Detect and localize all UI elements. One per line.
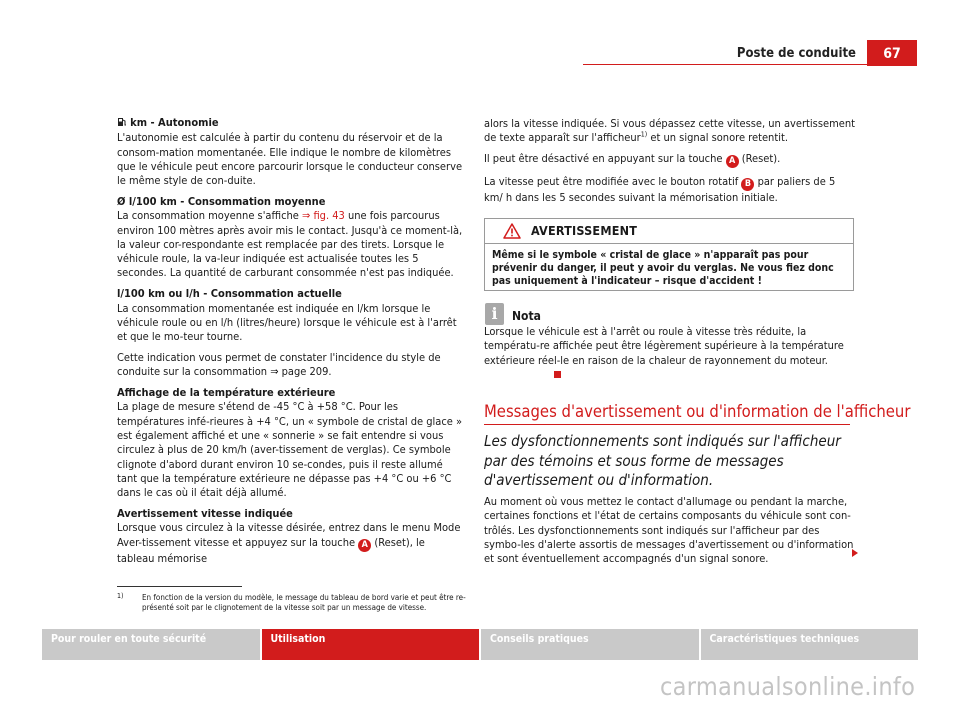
autonomie-text: L'autonomie est calculée à partir du contenu du réservoir et de la consom-mation momentanée. Elle indique le nombre de kilomètres que le véhicule peut encore parcourir lorsque le conducteur conserve le même style de con-duite. [117, 131, 463, 188]
key-b-badge: B [741, 178, 754, 191]
reset-paragraph: Il peut être désactivé en appuyant sur la touche A (Reset). [484, 152, 781, 167]
warning-header [485, 219, 853, 244]
autonomie-heading: km - Autonomie [130, 116, 219, 129]
temperature-heading: Affichage de la température extérieure [117, 386, 336, 400]
footer-nav [42, 629, 918, 660]
section-rule [484, 424, 850, 425]
section-lead: Les dysfonctionnements sont indiqués sur l'afficheur par des témoins et sous forme de messages d'avertissement ou d'information. [484, 432, 841, 489]
header-rule [583, 64, 867, 65]
section-end-marker [554, 371, 561, 378]
vitesse-paragraph: Lorsque vous circulez à la vitesse désirée, entrez dans le menu Mode Aver-tissement vitesse et appuyez sur la touche A (Reset), le tableau mémorise [117, 521, 461, 565]
vitesse-continued: alors la vitesse indiquée. Si vous dépassez cette vitesse, un avertissement de texte apparaît sur l'afficheur$^{1)}$ et un signal sonore retentit. [484, 117, 855, 145]
fuel-pump-icon [117, 117, 127, 131]
page-header-title: Poste de conduite [736, 46, 856, 61]
warning-triangle-icon [503, 223, 521, 239]
footnote-text: En fonction de la version du modèle, le message du tableau de bord varie et peut être re-présenté soit par le clignotement de la vitesse soit par un message de vitesse. [142, 593, 466, 612]
conso-actuelle-heading: l/100 km ou l/h - Consommation actuelle [117, 287, 342, 301]
temperature-text: La plage de mesure s'étend de -45 °C à +58 °C. Pour les températures infé-rieures à +4 °C, un « symbole de cristal de glace » est également affiché et une « sonnerie » se fait entendre si vous circulez à plus de 20 km/h (aver-tissement de verglas). Ce symbole clignote d'abord durant environ 10 se-condes, puis il reste allumé tant que la température extérieure ne dépasse pas +4 °C ou +6 °C dans le cas où il était déjà allumé. [117, 400, 463, 500]
key-a-badge: A [726, 155, 739, 168]
conso-moyenne-paragraph: La consommation moyenne s'affiche ⇒ fig. 43 une fois parcourus environ 100 mètres après avoir mis le contact. Jusqu'à ce moment-là, la valeur cor-respondante est remplacée par des tirets. Lorsque le véhicule roule, la va-leur indiquée est actualisée toutes les 5 secondes. La quantité de carburant consommée n'est pas indiquée. [117, 209, 463, 280]
note-title: Nota [512, 309, 541, 323]
vitesse-heading: Avertissement vitesse indiquée [117, 506, 293, 520]
note-text: Lorsque le véhicule est à l'arrêt ou roule à vitesse très réduite, la températu-re affichée peut être légèrement supérieure à la température extérieure réel-le en raison de la chaleur de rayonnement du moteur. [484, 325, 852, 382]
watermark: carmanualsonline.info [660, 672, 916, 701]
tab-caracteristiques[interactable]: Caractéristiques techniques [701, 629, 919, 660]
section-body: Au moment où vous mettez le contact d'allumage ou pendant la marche, certaines fonctions et l'état de certains composants du véhicule sont con-trôlés. Les dysfonctionnements sont indiqués sur l'afficheur par des symbo-les d'alerte assortis de messages d'avertissement ou d'information et sont éventuellement accompagnés d'un signal sonore. [484, 495, 854, 566]
info-icon: i [485, 303, 504, 325]
tab-conseils[interactable]: Conseils pratiques [481, 629, 699, 660]
tab-securite[interactable]: Pour rouler en toute sécurité [42, 629, 260, 660]
conso-actuelle-text-2: Cette indication vous permet de constater l'incidence du style de conduite sur la consommation ⇒ page 209. [117, 350, 441, 379]
footnote-ref: 1) [640, 130, 648, 139]
footnote-number: 1) [117, 592, 124, 600]
page-number: 67 [867, 40, 917, 66]
continue-arrow-icon [852, 549, 858, 557]
rotary-paragraph: La vitesse peut être modifiée avec le bouton rotatif B par paliers de 5 km/ h dans les 5 secondes suivant la mémorisation initiale. [484, 174, 836, 204]
fig-43-link[interactable]: ⇒ fig. 43 [302, 209, 345, 223]
footnote-rule [117, 586, 242, 587]
conso-moyenne-heading: Ø l/100 km - Consommation moyenne [117, 194, 326, 208]
warning-box [484, 218, 854, 291]
left-column [117, 116, 465, 572]
right-column [484, 117, 856, 211]
conso-actuelle-text: La consommation momentanée est indiquée en l/km lorsque le véhicule roule ou en l/h (litres/heure) lorsque le véhicule est à l'arrêt et que le mo-teur tourne. [117, 301, 457, 344]
warning-title: AVERTISSEMENT [531, 223, 638, 238]
tab-utilisation[interactable]: Utilisation [262, 629, 480, 660]
warning-text: Même si le symbole « cristal de glace » n'apparaît pas pour prévenir du danger, il peut y avoir du verglas. Ne vous fiez donc pas uniquement à l'indicateur – risque d'accident ! [492, 249, 834, 287]
key-a-badge: A [358, 539, 371, 552]
section-title: Messages d'avertissement ou d'information de l'afficheur [484, 402, 911, 421]
